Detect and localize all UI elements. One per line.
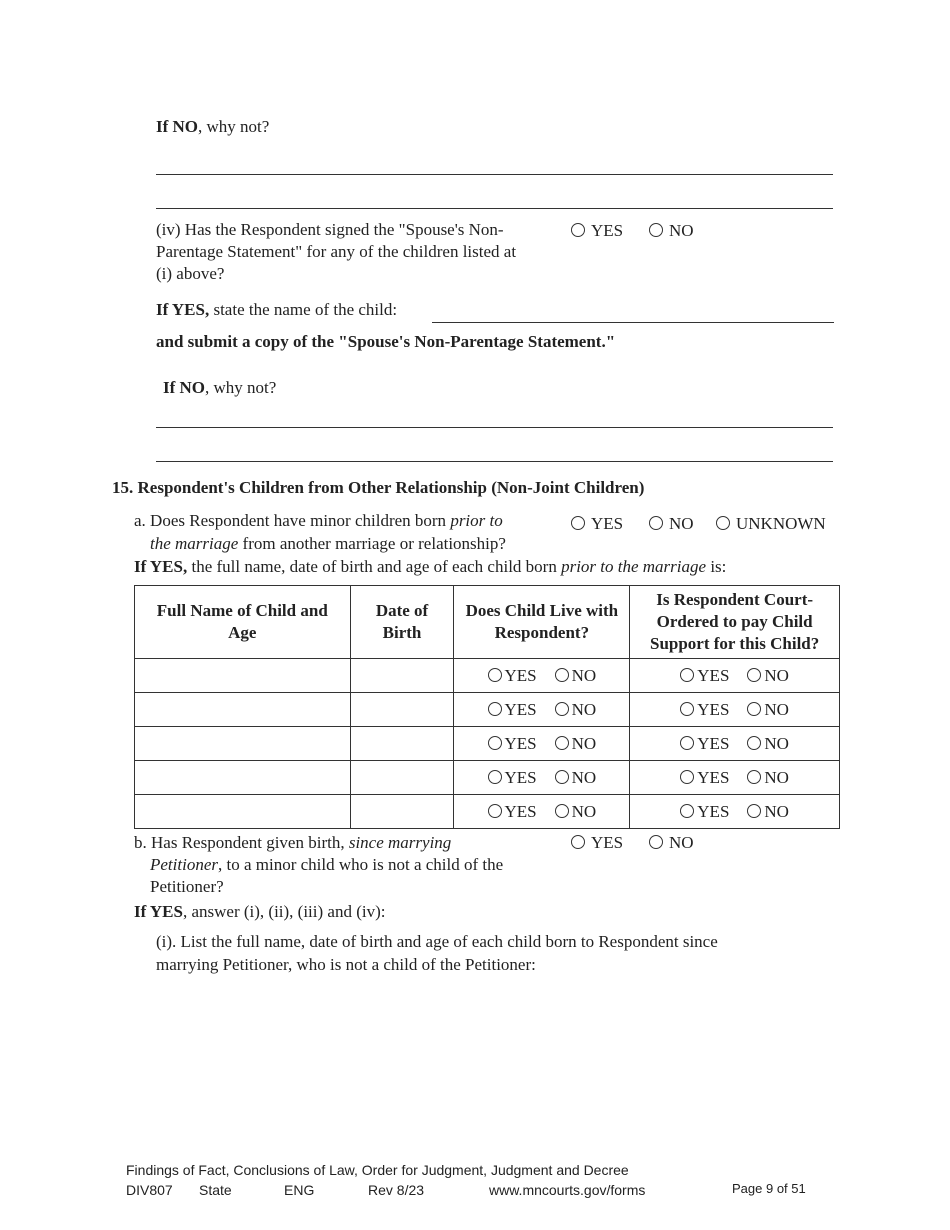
if-yes-label: If YES: [134, 902, 183, 921]
table-header-row: [135, 586, 840, 659]
header-line: Age: [228, 623, 257, 642]
header-child-support: [630, 586, 840, 659]
if-yes-italic: prior to the marriage: [561, 557, 707, 576]
radio-icon[interactable]: [680, 770, 694, 784]
if-yes-end: is:: [706, 557, 727, 576]
radio-icon[interactable]: [649, 835, 663, 849]
yes-label: YES: [504, 665, 537, 685]
radio-icon[interactable]: [555, 668, 569, 682]
no-label: NO: [571, 699, 597, 719]
radio-icon[interactable]: [488, 736, 502, 750]
question-b-italic: since marrying: [348, 833, 452, 852]
if-no-prompt: [156, 117, 269, 137]
footer-state: State: [199, 1182, 232, 1198]
question-a-text: a. Does Respondent have minor children born: [134, 511, 451, 530]
child-support-yes-option[interactable]: [680, 666, 729, 686]
child-support-cell: [630, 727, 840, 761]
date-of-birth-cell[interactable]: [350, 659, 454, 693]
child-name-cell[interactable]: [135, 795, 351, 829]
question-iv-line: (iv) Has the Respondent signed the "Spouse's Non-: [156, 220, 504, 239]
footer-rev: Rev 8/23: [368, 1182, 425, 1198]
if-yes-children-prompt: [134, 557, 726, 577]
yes-label: YES: [591, 833, 624, 852]
question-b-text: b. Has Respondent given birth,: [134, 833, 349, 852]
no-label: NO: [571, 801, 597, 821]
footer-page: Page 9 of 51: [732, 1181, 806, 1196]
date-of-birth-cell[interactable]: [350, 693, 454, 727]
child-name-line[interactable]: [432, 322, 834, 323]
date-of-birth-cell[interactable]: [350, 795, 454, 829]
header-line: Birth: [382, 623, 422, 642]
no-label: NO: [571, 767, 597, 787]
header-line: Does Child Live with: [465, 601, 619, 620]
if-yes-text: the full name, date of birth and age of each child born: [187, 557, 562, 576]
radio-icon[interactable]: [555, 702, 569, 716]
date-of-birth-cell[interactable]: [350, 761, 454, 795]
if-no-label: If NO: [163, 378, 206, 397]
submit-copy-note: and submit a copy of the "Spouse's Non-Parentage Statement.": [156, 332, 616, 351]
if-yes-b-prompt: [134, 902, 385, 922]
no-label: NO: [764, 767, 789, 787]
child-support-no-option[interactable]: [747, 768, 789, 788]
child-name-cell[interactable]: [135, 659, 351, 693]
no-label: NO: [571, 665, 597, 685]
child-support-cell: [630, 795, 840, 829]
yes-label: YES: [697, 699, 730, 719]
if-yes-label: If YES,: [134, 557, 188, 576]
no-label: NO: [764, 733, 789, 753]
header-full-name: [135, 586, 351, 659]
radio-icon[interactable]: [649, 516, 663, 530]
no-label: NO: [571, 733, 597, 753]
why-not-line-3[interactable]: [156, 427, 833, 428]
lives-with-cell: [454, 761, 630, 795]
radio-icon[interactable]: [747, 770, 761, 784]
yes-label: YES: [697, 801, 730, 821]
lives-with-cell: [454, 795, 630, 829]
child-support-yes-option[interactable]: [680, 768, 729, 788]
header-line: Full Name of Child and: [156, 601, 328, 620]
question-a-unknown-option[interactable]: [716, 514, 826, 534]
child-support-yes-option[interactable]: [680, 734, 729, 754]
radio-icon[interactable]: [555, 804, 569, 818]
question-i: [156, 930, 718, 976]
question-b-italic: Petitioner: [150, 855, 218, 874]
child-support-cell: [630, 659, 840, 693]
section-15-heading: 15. Respondent's Children from Other Relationship (Non-Joint Children): [112, 478, 645, 497]
unknown-label: UNKNOWN: [736, 514, 826, 533]
radio-icon[interactable]: [571, 835, 585, 849]
yes-label: YES: [504, 767, 537, 787]
question-b-yes-option[interactable]: [571, 833, 623, 853]
why-not-line-1[interactable]: [156, 174, 833, 175]
footer-form-id: DIV807: [126, 1182, 173, 1198]
if-yes-text: , answer (i), (ii), (iii) and (iv):: [182, 902, 386, 921]
question-iv-yes-option[interactable]: [571, 221, 623, 241]
table-row: [135, 659, 840, 693]
header-line: Is Respondent Court-: [656, 590, 814, 609]
yes-label: YES: [504, 733, 537, 753]
yes-label: YES: [591, 514, 624, 533]
child-support-no-option[interactable]: [747, 734, 789, 754]
yes-label: YES: [697, 733, 730, 753]
radio-icon[interactable]: [747, 668, 761, 682]
question-i-line: (i). List the full name, date of birth and age of each child born to Respondent since: [156, 932, 718, 951]
yes-label: YES: [504, 801, 537, 821]
lives-with-yes-option[interactable]: [488, 700, 537, 720]
radio-icon[interactable]: [571, 516, 585, 530]
if-no-label: If NO: [156, 117, 199, 136]
child-support-no-option[interactable]: [747, 666, 789, 686]
date-of-birth-cell[interactable]: [350, 727, 454, 761]
question-iv-line: (i) above?: [156, 264, 225, 283]
header-line: Respondent?: [494, 623, 590, 642]
no-label: NO: [669, 221, 694, 240]
radio-icon[interactable]: [555, 736, 569, 750]
radio-icon[interactable]: [747, 804, 761, 818]
question-iv: [156, 219, 556, 285]
header-date-of-birth: [350, 586, 454, 659]
why-not-line-2[interactable]: [156, 208, 833, 209]
question-a-italic: the marriage: [150, 534, 239, 553]
lives-with-cell: [454, 693, 630, 727]
table-row: [135, 727, 840, 761]
no-label: NO: [764, 699, 789, 719]
child-support-cell: [630, 761, 840, 795]
question-a-no-option[interactable]: [649, 514, 694, 534]
radio-icon[interactable]: [747, 736, 761, 750]
lives-with-yes-option[interactable]: [488, 802, 537, 822]
if-yes-prompt: [156, 300, 397, 320]
child-support-yes-option[interactable]: [680, 700, 729, 720]
question-iv-line: Parentage Statement" for any of the children listed at: [156, 242, 517, 261]
footer-url: www.mncourts.gov/forms: [489, 1182, 646, 1198]
question-b-text: Petitioner?: [150, 877, 224, 896]
radio-icon[interactable]: [680, 736, 694, 750]
question-a: [134, 509, 506, 555]
why-not-line-4[interactable]: [156, 461, 833, 462]
if-yes-label: If YES,: [156, 300, 210, 319]
child-support-yes-option[interactable]: [680, 802, 729, 822]
no-label: NO: [764, 665, 789, 685]
lives-with-no-option[interactable]: [555, 802, 597, 822]
radio-icon[interactable]: [649, 223, 663, 237]
radio-icon[interactable]: [680, 668, 694, 682]
child-name-cell[interactable]: [135, 693, 351, 727]
question-a-text: from another marriage or relationship?: [238, 534, 506, 553]
question-b-text: , to a minor child who is not a child of the: [217, 855, 504, 874]
child-support-no-option[interactable]: [747, 802, 789, 822]
child-name-cell[interactable]: [135, 761, 351, 795]
header-line: Support for this Child?: [649, 634, 820, 653]
child-name-cell[interactable]: [135, 727, 351, 761]
if-yes-rest: state the name of the child:: [209, 300, 398, 319]
if-no-rest: , why not?: [205, 378, 277, 397]
footer-lang: ENG: [284, 1182, 315, 1198]
lives-with-no-option[interactable]: [555, 666, 597, 686]
radio-icon[interactable]: [571, 223, 585, 237]
radio-icon[interactable]: [555, 770, 569, 784]
child-support-no-option[interactable]: [747, 700, 789, 720]
yes-label: YES: [697, 665, 730, 685]
radio-icon[interactable]: [488, 804, 502, 818]
child-support-cell: [630, 693, 840, 727]
no-label: NO: [669, 514, 694, 533]
radio-icon[interactable]: [716, 516, 730, 530]
question-a-yes-option[interactable]: [571, 514, 623, 534]
yes-label: YES: [697, 767, 730, 787]
lives-with-cell: [454, 659, 630, 693]
lives-with-cell: [454, 727, 630, 761]
lives-with-yes-option[interactable]: [488, 734, 537, 754]
question-i-line: marrying Petitioner, who is not a child of the Petitioner:: [156, 955, 536, 974]
no-label: NO: [669, 833, 694, 852]
yes-label: YES: [591, 221, 624, 240]
children-table: [134, 585, 840, 829]
header-line: Ordered to pay Child: [656, 612, 813, 631]
question-iv-no-option[interactable]: [649, 221, 694, 241]
radio-icon[interactable]: [747, 702, 761, 716]
radio-icon[interactable]: [488, 668, 502, 682]
table-row: [135, 761, 840, 795]
radio-icon[interactable]: [488, 702, 502, 716]
no-label: NO: [764, 801, 789, 821]
lives-with-no-option[interactable]: [555, 734, 597, 754]
if-no-prompt-2: [163, 378, 276, 398]
footer-title: Findings of Fact, Conclusions of Law, Order for Judgment, Judgment and Decree: [126, 1162, 629, 1178]
question-b: [134, 832, 503, 898]
header-line: Date of: [375, 601, 429, 620]
yes-label: YES: [504, 699, 537, 719]
radio-icon[interactable]: [680, 804, 694, 818]
if-no-rest: , why not?: [198, 117, 270, 136]
table-row: [135, 795, 840, 829]
lives-with-no-option[interactable]: [555, 768, 597, 788]
question-b-no-option[interactable]: [649, 833, 694, 853]
lives-with-yes-option[interactable]: [488, 666, 537, 686]
question-a-italic: prior to: [450, 511, 503, 530]
header-lives-with: [454, 586, 630, 659]
radio-icon[interactable]: [680, 702, 694, 716]
lives-with-yes-option[interactable]: [488, 768, 537, 788]
radio-icon[interactable]: [488, 770, 502, 784]
lives-with-no-option[interactable]: [555, 700, 597, 720]
table-row: [135, 693, 840, 727]
